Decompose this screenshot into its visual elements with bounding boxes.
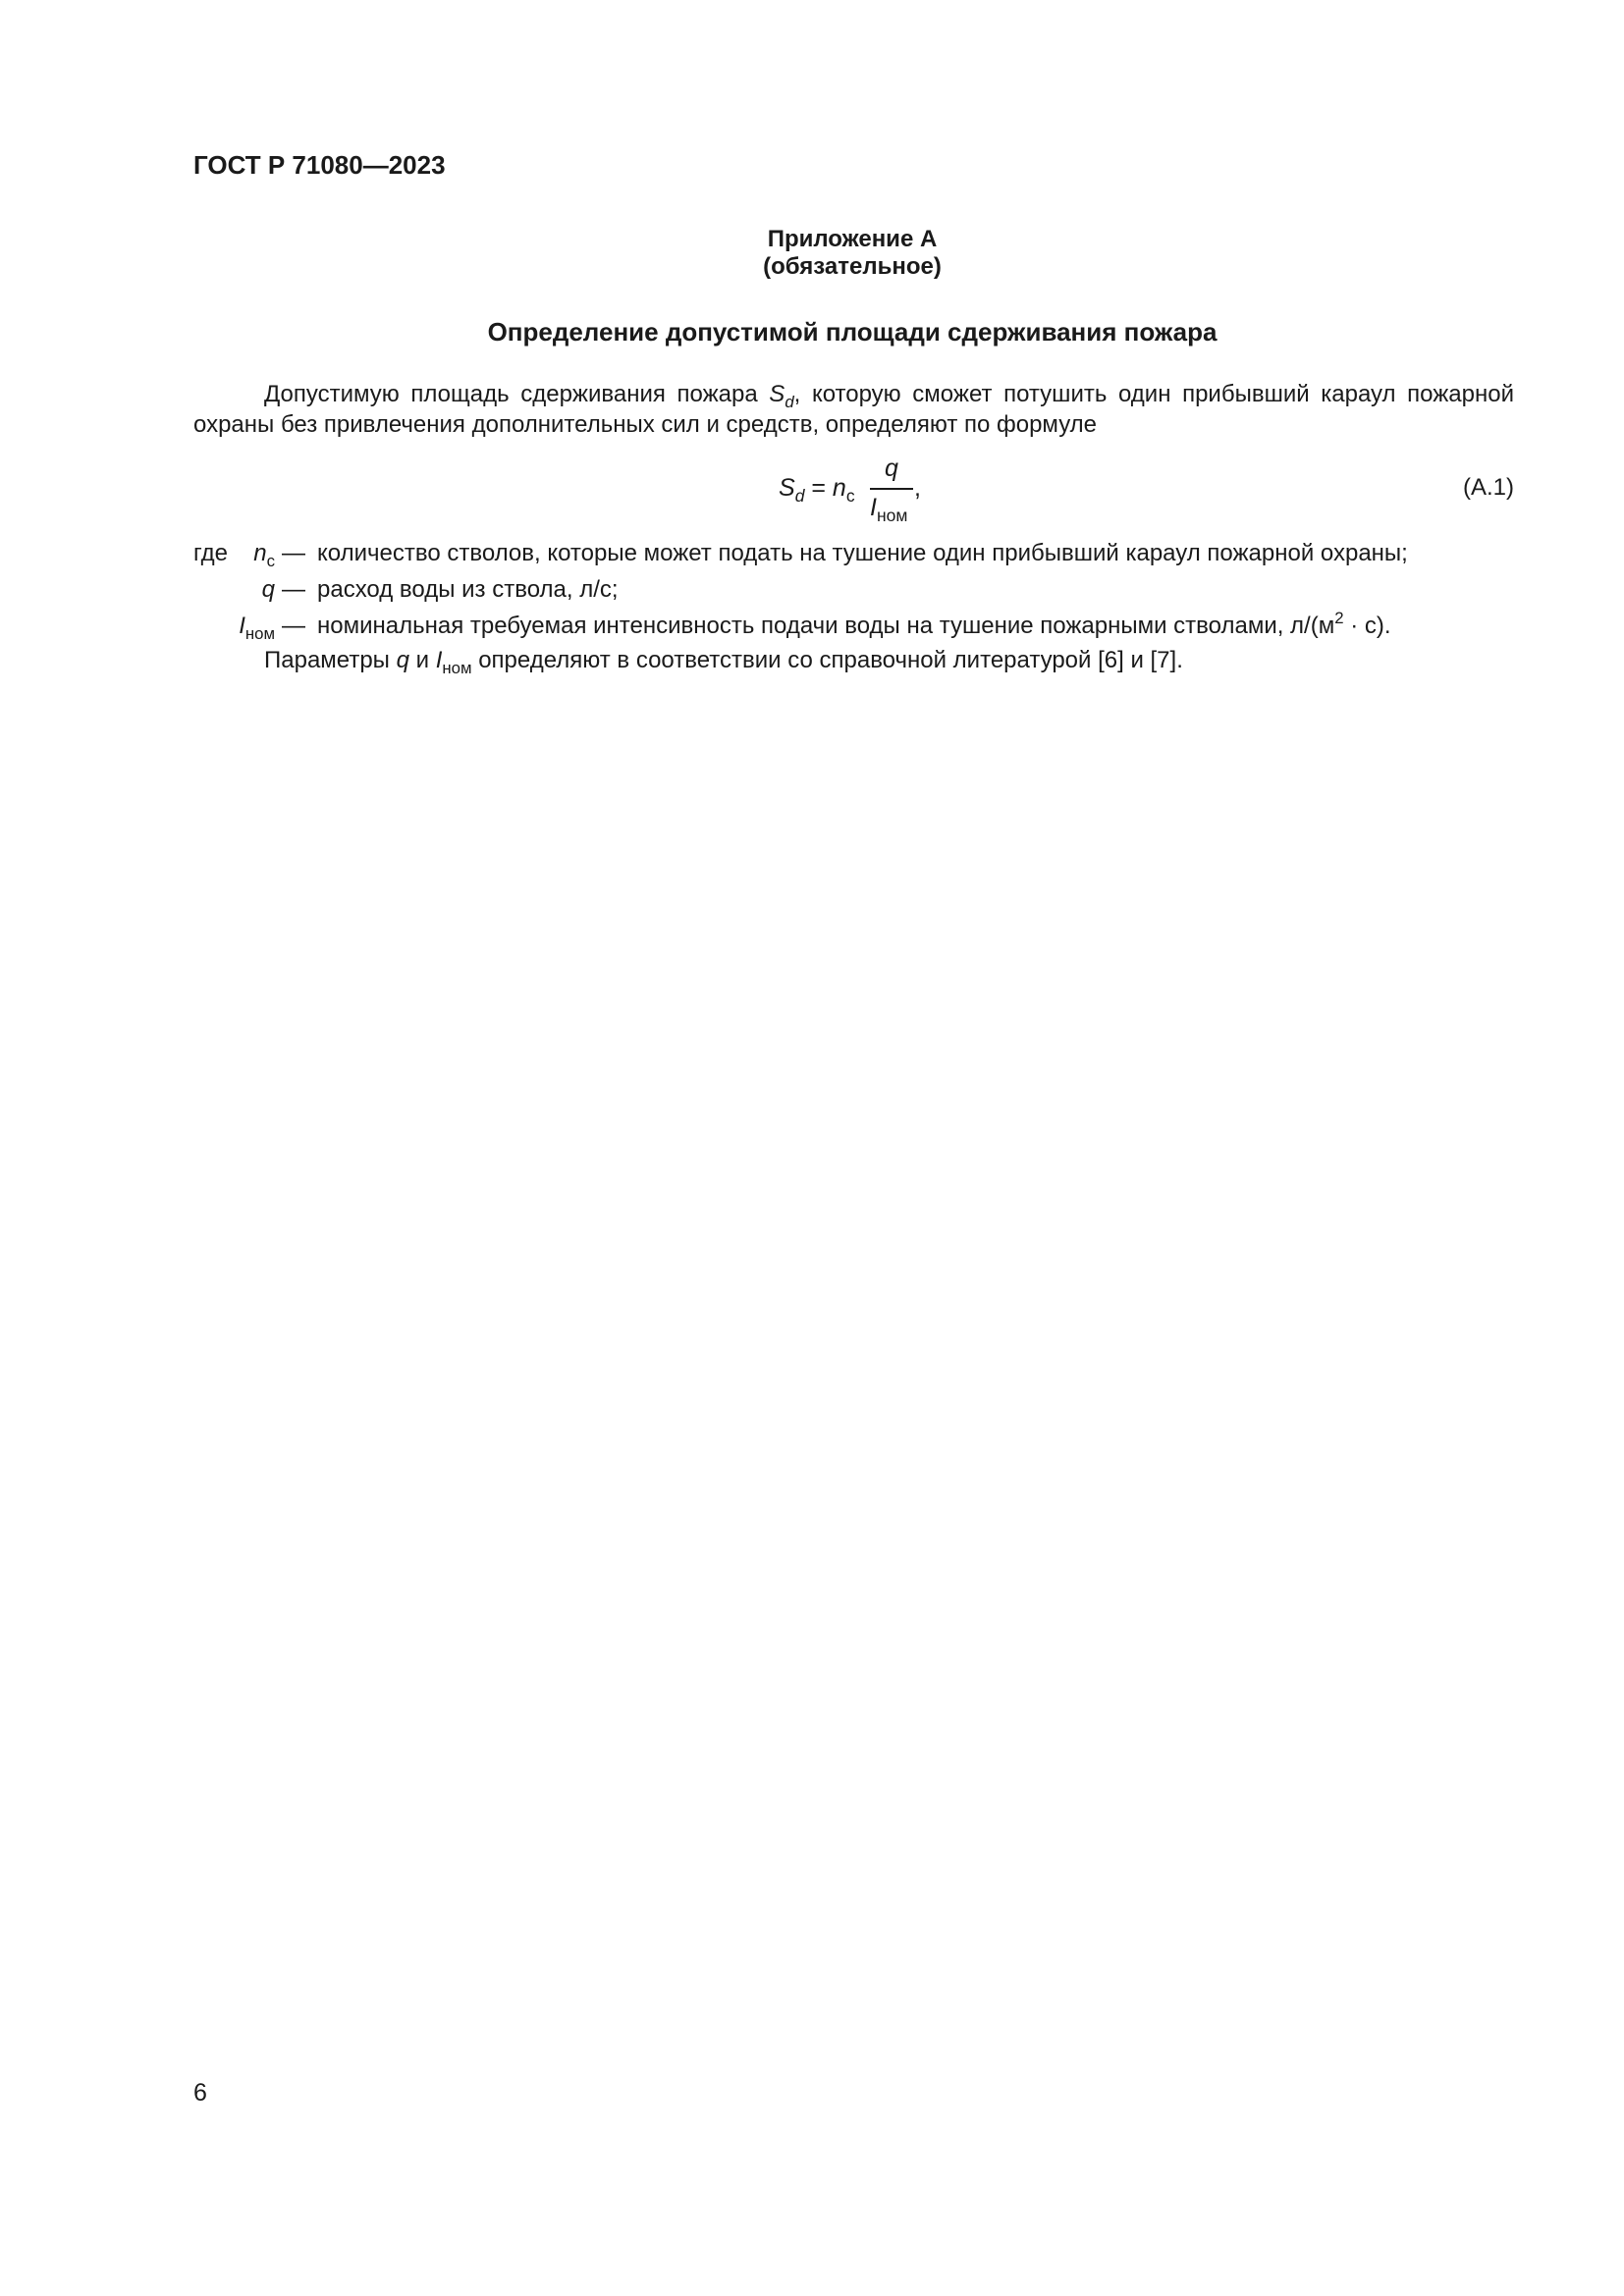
- formula-d: d: [794, 486, 805, 506]
- formula-s: S: [779, 474, 795, 502]
- where-symbol-n: [245, 538, 275, 568]
- where-row-1: [0, 538, 1624, 571]
- where-dash: —: [282, 540, 305, 566]
- formula-equals: =: [804, 474, 833, 502]
- where-text-2: расход воды из ствола, л/с;: [317, 576, 619, 603]
- formula-q: q: [885, 454, 898, 482]
- where-text-3-sup: 2: [1334, 609, 1344, 627]
- formula-i-sub: ном: [876, 506, 908, 525]
- params-paragraph: [264, 645, 1183, 675]
- where-q: q: [261, 576, 275, 603]
- where-text-3: [317, 611, 1391, 641]
- appendix-title: Приложение А: [767, 226, 938, 252]
- where-text-3-a: номинальная требуемая интенсивность подачи воды на тушение пожарными стволами, л/(м: [317, 613, 1335, 639]
- params-i: I: [435, 647, 443, 673]
- intro-text-2: , которую сможет потушить один прибывший караул пожарной охраны без привлечения дополнительных сил и средств, определяют по формуле: [193, 381, 1514, 438]
- where-dash: —: [282, 576, 305, 603]
- formula-lhs: [779, 474, 855, 506]
- where-i: I: [239, 613, 245, 639]
- symbol-s: S: [769, 381, 785, 407]
- formula-comma: ,: [914, 474, 921, 502]
- where-row-3: [0, 611, 1624, 644]
- where-n-sub: с: [266, 552, 275, 570]
- params-text-1: Параметры: [264, 647, 397, 673]
- params-and: и: [408, 647, 436, 673]
- where-text-3-b: · с).: [1343, 613, 1391, 639]
- where-symbol-i: [221, 611, 275, 641]
- where-label: где: [193, 540, 229, 566]
- params-text-2: определяют в соответствии со справочной литературой [6] и [7].: [471, 647, 1183, 673]
- where-row-2: [0, 574, 1624, 608]
- formula-i: I: [870, 494, 877, 521]
- formula-n: n: [832, 474, 846, 502]
- where-i-sub: ном: [244, 624, 275, 643]
- section-title: Определение допустимой площади сдерживания пожара: [487, 317, 1218, 347]
- page-number: 6: [193, 2079, 207, 2107]
- where-text-1: количество стволов, которые может подать на тушение один прибывший караул пожарной охраны;: [317, 540, 1408, 566]
- equation-number: (А.1): [1462, 474, 1514, 501]
- params-i-sub: ном: [442, 659, 472, 677]
- where-symbol-q: [245, 574, 275, 605]
- appendix-heading: [0, 226, 1624, 281]
- formula-n-sub: с: [845, 486, 855, 506]
- intro-text-1: Допустимую площадь сдерживания пожара: [264, 381, 770, 407]
- fraction-bar: [870, 488, 913, 490]
- formula-denominator: [870, 494, 908, 525]
- document-code: ГОСТ Р 71080—2023: [193, 150, 446, 180]
- intro-paragraph: [193, 379, 1514, 440]
- formula-numerator: [870, 454, 913, 483]
- appendix-status: (обязательное): [763, 253, 942, 280]
- params-q: q: [396, 647, 409, 673]
- where-dash: —: [282, 613, 305, 639]
- where-n: n: [253, 540, 267, 566]
- symbol-d-subscript: d: [785, 393, 794, 411]
